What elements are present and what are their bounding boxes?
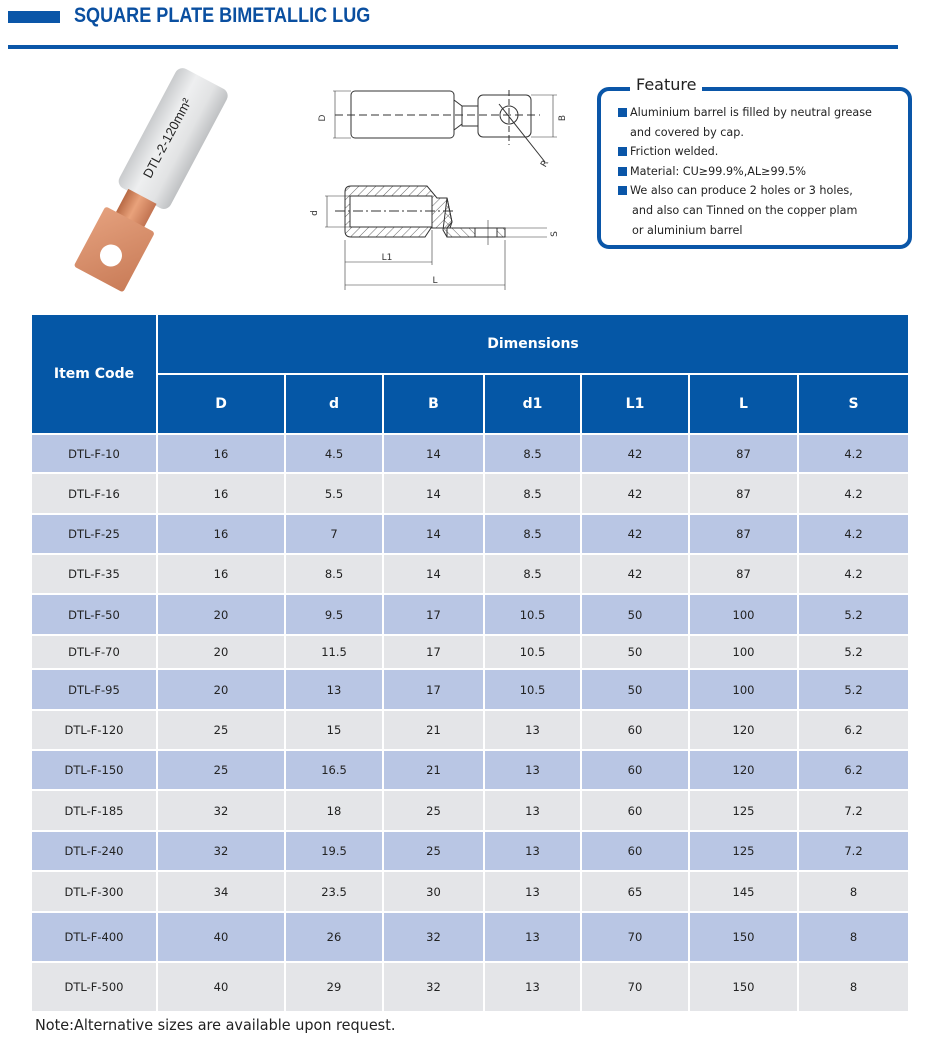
dimension-cell: 4.2 xyxy=(798,473,909,514)
dimension-cell: 60 xyxy=(581,710,689,750)
dimension-cell: 26 xyxy=(285,912,383,962)
dimension-cell: 10.5 xyxy=(484,594,581,635)
dimension-cell: 7.2 xyxy=(798,831,909,871)
dim-label-L1: L1 xyxy=(381,253,393,263)
dimension-cell: 16 xyxy=(157,554,285,594)
dimension-cell: 8.5 xyxy=(285,554,383,594)
page-title: SQUARE PLATE BIMETALLIC LUG xyxy=(74,4,371,27)
dimension-cell: 16 xyxy=(157,473,285,514)
dimension-cell: 11.5 xyxy=(285,635,383,669)
column-header: D xyxy=(157,374,285,434)
dimension-cell: 100 xyxy=(689,635,798,669)
item-code-cell: DTL-F-300 xyxy=(31,871,157,912)
column-header: d xyxy=(285,374,383,434)
feature-list xyxy=(618,103,916,240)
dimension-cell: 19.5 xyxy=(285,831,383,871)
dimension-cell: 4.2 xyxy=(798,434,909,473)
table-row xyxy=(31,750,909,790)
dimension-cell: 16 xyxy=(157,514,285,554)
square-bullet-icon xyxy=(618,167,627,176)
dimension-cell: 87 xyxy=(689,554,798,594)
barrel-marking: DTL-2-120mm² xyxy=(139,95,195,181)
dimension-cell: 40 xyxy=(157,962,285,1012)
dimension-cell: 100 xyxy=(689,669,798,710)
dimension-cell: 5.2 xyxy=(798,669,909,710)
dimension-cell: 120 xyxy=(689,750,798,790)
dimension-cell: 50 xyxy=(581,594,689,635)
dimension-cell: 25 xyxy=(157,710,285,750)
item-code-cell: DTL-F-10 xyxy=(31,434,157,473)
dimension-cell: 6.2 xyxy=(798,710,909,750)
feature-item: Material: CU≥99.9%,AL≥99.5% xyxy=(618,162,916,182)
dimension-cell: 50 xyxy=(581,669,689,710)
dimension-cell: 13 xyxy=(484,962,581,1012)
dimension-cell: 7 xyxy=(285,514,383,554)
item-code-cell: DTL-F-95 xyxy=(31,669,157,710)
dimension-cell: 87 xyxy=(689,473,798,514)
dimension-cell: 20 xyxy=(157,669,285,710)
dimension-cell: 32 xyxy=(157,831,285,871)
item-code-cell: DTL-F-35 xyxy=(31,554,157,594)
dimension-cell: 8.5 xyxy=(484,554,581,594)
square-bullet-icon xyxy=(618,147,627,156)
dimension-cell: 16.5 xyxy=(285,750,383,790)
item-code-header: Item Code xyxy=(31,314,157,434)
dimension-cell: 16 xyxy=(157,434,285,473)
dimension-cell: 8 xyxy=(798,871,909,912)
dimension-cell: 10.5 xyxy=(484,669,581,710)
item-code-cell: DTL-F-25 xyxy=(31,514,157,554)
dimension-cell: 150 xyxy=(689,912,798,962)
dimension-cell: 125 xyxy=(689,831,798,871)
dimension-cell: 25 xyxy=(157,750,285,790)
dimension-cell: 60 xyxy=(581,831,689,871)
table-row xyxy=(31,594,909,635)
dimension-cell: 60 xyxy=(581,750,689,790)
dimension-cell: 5.2 xyxy=(798,594,909,635)
dimension-cell: 20 xyxy=(157,594,285,635)
dimension-cell: 8.5 xyxy=(484,473,581,514)
dim-label-d: d xyxy=(310,210,320,216)
table-row xyxy=(31,790,909,831)
dimension-cell: 4.5 xyxy=(285,434,383,473)
table-row xyxy=(31,710,909,750)
feature-item: Friction welded. xyxy=(618,142,916,162)
item-code-cell: DTL-F-16 xyxy=(31,473,157,514)
table-row xyxy=(31,473,909,514)
dimension-cell: 60 xyxy=(581,790,689,831)
dimension-cell: 42 xyxy=(581,473,689,514)
dimension-cell: 87 xyxy=(689,434,798,473)
title-accent-bar xyxy=(8,11,60,23)
table-row xyxy=(31,635,909,669)
dimension-cell: 42 xyxy=(581,554,689,594)
dim-label-L: L xyxy=(432,276,438,286)
table-row xyxy=(31,871,909,912)
dimension-cell: 65 xyxy=(581,871,689,912)
dim-label-S: S xyxy=(550,231,560,237)
dimension-cell: 42 xyxy=(581,434,689,473)
dimension-cell: 13 xyxy=(285,669,383,710)
dimension-cell: 10.5 xyxy=(484,635,581,669)
table-row xyxy=(31,831,909,871)
dimension-cell: 17 xyxy=(383,594,484,635)
dimension-cell: 21 xyxy=(383,750,484,790)
dimension-cell: 20 xyxy=(157,635,285,669)
dimension-cell: 70 xyxy=(581,962,689,1012)
dimension-cell: 145 xyxy=(689,871,798,912)
feature-item: Aluminium barrel is filled by neutral grease and covered by cap. xyxy=(618,103,916,142)
column-header: S xyxy=(798,374,909,434)
table-row xyxy=(31,554,909,594)
dimension-cell: 25 xyxy=(383,790,484,831)
item-code-cell: DTL-F-70 xyxy=(31,635,157,669)
dimension-cell: 23.5 xyxy=(285,871,383,912)
dimension-cell: 18 xyxy=(285,790,383,831)
item-code-cell: DTL-F-185 xyxy=(31,790,157,831)
feature-item: We also can produce 2 holes or 3 holes, and also can Tinned on the copper plam or aluminium barrel xyxy=(618,181,916,240)
dimensions-table xyxy=(30,313,910,1013)
item-code-cell: DTL-F-150 xyxy=(31,750,157,790)
dimension-cell: 5.2 xyxy=(798,635,909,669)
dimension-cell: 14 xyxy=(383,514,484,554)
dim-label-D: D xyxy=(318,114,328,122)
dimension-cell: 13 xyxy=(484,871,581,912)
dimension-cell: 21 xyxy=(383,710,484,750)
dimension-cell: 9.5 xyxy=(285,594,383,635)
dimension-cell: 8 xyxy=(798,962,909,1012)
table-row xyxy=(31,912,909,962)
square-bullet-icon xyxy=(618,108,627,117)
dimension-cell: 17 xyxy=(383,635,484,669)
column-header: L1 xyxy=(581,374,689,434)
technical-drawing xyxy=(295,80,585,295)
dimension-cell: 4.2 xyxy=(798,554,909,594)
item-code-cell: DTL-F-240 xyxy=(31,831,157,871)
column-header: d1 xyxy=(484,374,581,434)
dimension-cell: 13 xyxy=(484,750,581,790)
item-code-cell: DTL-F-120 xyxy=(31,710,157,750)
dimension-cell: 4.2 xyxy=(798,514,909,554)
footnote: Note:Alternative sizes are available upon request. xyxy=(35,1016,396,1034)
dimension-cell: 5.5 xyxy=(285,473,383,514)
dimension-cell: 14 xyxy=(383,473,484,514)
dimension-cell: 13 xyxy=(484,710,581,750)
square-bullet-icon xyxy=(618,186,627,195)
dimension-cell: 42 xyxy=(581,514,689,554)
dim-label-B: B xyxy=(558,114,568,122)
dimension-cell: 25 xyxy=(383,831,484,871)
feature-title: Feature xyxy=(630,75,702,94)
item-code-cell: DTL-F-50 xyxy=(31,594,157,635)
dimension-cell: 8 xyxy=(798,912,909,962)
dimension-cell: 32 xyxy=(383,912,484,962)
column-header: L xyxy=(689,374,798,434)
dimension-cell: 34 xyxy=(157,871,285,912)
dimension-cell: 15 xyxy=(285,710,383,750)
dimension-cell: 125 xyxy=(689,790,798,831)
dimension-cell: 14 xyxy=(383,434,484,473)
table-row xyxy=(31,514,909,554)
dimension-cell: 13 xyxy=(484,831,581,871)
dim-label-R: R xyxy=(539,158,552,170)
dimensions-group-header: Dimensions xyxy=(157,314,909,374)
dimension-cell: 30 xyxy=(383,871,484,912)
dimension-cell: 7.2 xyxy=(798,790,909,831)
dimension-cell: 8.5 xyxy=(484,434,581,473)
dimension-cell: 6.2 xyxy=(798,750,909,790)
column-header: B xyxy=(383,374,484,434)
dimension-cell: 13 xyxy=(484,912,581,962)
dimension-cell: 32 xyxy=(157,790,285,831)
dimension-cell: 120 xyxy=(689,710,798,750)
dimension-cell: 32 xyxy=(383,962,484,1012)
dimension-cell: 13 xyxy=(484,790,581,831)
table-row xyxy=(31,669,909,710)
item-code-cell: DTL-F-500 xyxy=(31,962,157,1012)
dimension-cell: 87 xyxy=(689,514,798,554)
dimension-cell: 29 xyxy=(285,962,383,1012)
dimension-cell: 50 xyxy=(581,635,689,669)
table-row xyxy=(31,434,909,473)
dimension-cell: 150 xyxy=(689,962,798,1012)
dimension-cell: 100 xyxy=(689,594,798,635)
dimension-cell: 8.5 xyxy=(484,514,581,554)
item-code-cell: DTL-F-400 xyxy=(31,912,157,962)
product-photo xyxy=(20,60,300,310)
table-row xyxy=(31,962,909,1012)
dimension-cell: 17 xyxy=(383,669,484,710)
title-divider xyxy=(8,45,898,49)
dimension-cell: 70 xyxy=(581,912,689,962)
dimension-cell: 40 xyxy=(157,912,285,962)
dimension-cell: 14 xyxy=(383,554,484,594)
